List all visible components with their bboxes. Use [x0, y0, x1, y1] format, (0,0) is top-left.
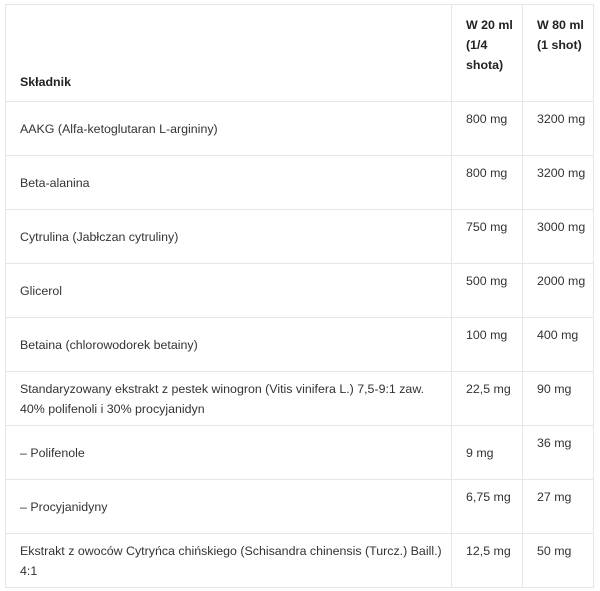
amount-80ml: 3000 mg: [523, 210, 594, 264]
ingredient-name: Beta-alanina: [6, 156, 452, 210]
amount-20ml: 22,5 mg: [452, 372, 523, 426]
table-row: [6, 534, 594, 588]
ingredient-name: Cytrulina (Jabłczan cytruliny): [6, 210, 452, 264]
ingredients-table: [5, 4, 594, 588]
header-per-20ml: W 20 ml (1/4 shota): [452, 5, 523, 102]
amount-80ml: 3200 mg: [523, 102, 594, 156]
header-ingredient: Składnik: [6, 5, 452, 102]
amount-80ml: 3200 mg: [523, 156, 594, 210]
ingredient-name: AAKG (Alfa-ketoglutaran L-argininy): [6, 102, 452, 156]
amount-80ml: 400 mg: [523, 318, 594, 372]
amount-20ml: 9 mg: [452, 426, 523, 480]
table-row: [6, 210, 594, 264]
ingredient-name: – Polifenole: [6, 426, 452, 480]
amount-80ml: 36 mg: [523, 426, 594, 480]
table-row: [6, 372, 594, 426]
amount-80ml: 90 mg: [523, 372, 594, 426]
amount-20ml: 12,5 mg: [452, 534, 523, 588]
table-row: [6, 318, 594, 372]
ingredient-name: – Procyjanidyny: [6, 480, 452, 534]
table-header-row: [6, 5, 594, 102]
table-row: [6, 480, 594, 534]
amount-20ml: 500 mg: [452, 264, 523, 318]
amount-20ml: 6,75 mg: [452, 480, 523, 534]
ingredient-name: Glicerol: [6, 264, 452, 318]
amount-80ml: 2000 mg: [523, 264, 594, 318]
amount-20ml: 100 mg: [452, 318, 523, 372]
ingredient-name: Ekstrakt z owoców Cytryńca chińskiego (Schisandra chinensis (Turcz.) Baill.) 4:1: [6, 534, 452, 588]
amount-20ml: 800 mg: [452, 102, 523, 156]
ingredient-name: Betaina (chlorowodorek betainy): [6, 318, 452, 372]
amount-20ml: 750 mg: [452, 210, 523, 264]
table-row: [6, 264, 594, 318]
header-per-80ml: W 80 ml (1 shot): [523, 5, 594, 102]
amount-80ml: 27 mg: [523, 480, 594, 534]
amount-20ml: 800 mg: [452, 156, 523, 210]
table-row: [6, 102, 594, 156]
amount-80ml: 50 mg: [523, 534, 594, 588]
ingredient-name: Standaryzowany ekstrakt z pestek winogron (Vitis vinifera L.) 7,5-9:1 zaw. 40% polifenoli i 30% procyjanidyn: [6, 372, 452, 426]
table-row: [6, 426, 594, 480]
table-row: [6, 156, 594, 210]
